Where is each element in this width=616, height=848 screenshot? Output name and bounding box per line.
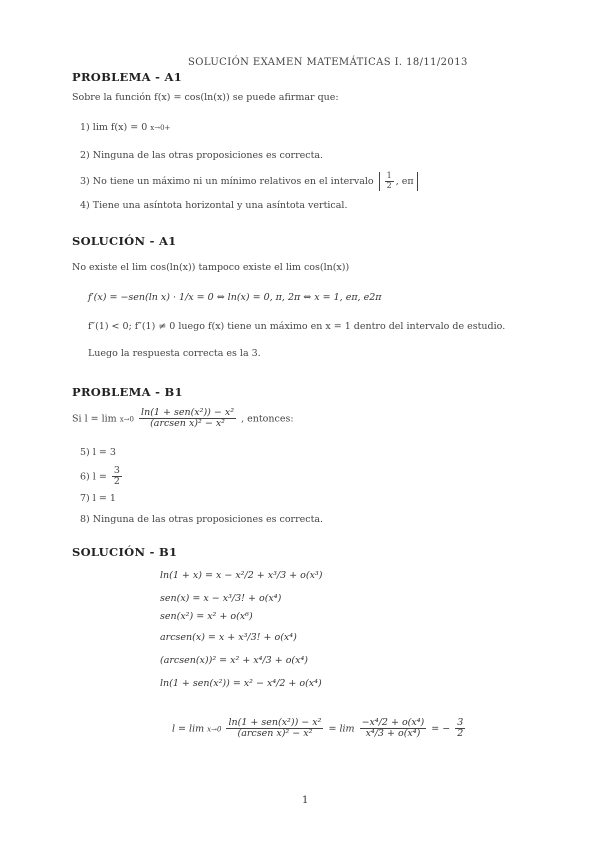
taylor-eq-2: sen(x) = x − x³/3! + o(x⁴)	[160, 593, 282, 604]
problema-a1-intro: Sobre la función f(x) = cos(ln(x)) se puede afirmar que:	[72, 92, 339, 103]
interval: $\frac{1}{2}$ , eπ	[379, 172, 418, 191]
option-8: 8) Ninguna de las otras proposiciones es correcta.	[80, 514, 324, 525]
solucion-a1-line2: f′(x) = −sen(ln x) · 1/x = 0 ⇔ ln(x) = 0, π, 2π ⇔ x = 1, eπ, e2π	[88, 292, 382, 303]
taylor-eq-1: ln(1 + x) = x − x²/2 + x³/3 + o(x³)	[160, 570, 323, 581]
option-1: 1) lim f(x) = 0 x→0+	[80, 122, 171, 133]
document-header: SOLUCIÓN EXAMEN MATEMÁTICAS I. 18/11/2013	[188, 57, 468, 68]
option-2: 2) Ninguna de las otras proposiciones es correcta.	[80, 150, 324, 161]
taylor-eq-4: arcsen(x) = x + x³/3! + o(x⁴)	[160, 632, 297, 643]
taylor-eq-6: ln(1 + sen(x²)) = x² − x⁴/2 + o(x⁴)	[160, 678, 322, 689]
option-4: 4) Tiene una asíntota horizontal y una asíntota vertical.	[80, 200, 348, 211]
solucion-b1-heading: SOLUCIÓN - B1	[72, 545, 178, 559]
option-6: 6) l = $\frac{3}{2}$	[80, 465, 120, 488]
problema-a1-heading: PROBLEMA - A1	[72, 70, 183, 84]
taylor-eq-3: sen(x²) = x² + o(x⁶)	[160, 611, 253, 622]
solucion-a1-line1: No existe el lim cos(ln(x)) tampoco existe el lim cos(ln(x))	[72, 262, 350, 273]
option-5: 5) l = 3	[80, 447, 116, 458]
final-limit-equation: l = lim x→0 $\frac{\text{ln(1 + sen(x²)) − x²}}{\text{(arcsen x)² − x²}}$ = lim $\frac{\text{−x⁴/2 + o(x⁴)}}{\text{x⁴/3 + o(x⁴)}}$ = − $\frac{3}{2}$	[172, 717, 464, 740]
solucion-a1-heading: SOLUCIÓN - A1	[72, 234, 177, 248]
solucion-a1-line4: Luego la respuesta correcta es la 3.	[88, 348, 261, 359]
problema-b1-heading: PROBLEMA - B1	[72, 385, 183, 399]
solucion-a1-line3: f″(1) < 0; f″(1) ≠ 0 luego f(x) tiene un máximo en x = 1 dentro del intervalo de estudio.	[88, 321, 506, 332]
problema-b1-intro: Si l = lim x→0 $\frac{\text{ln(1 + sen(x²)) − x²}}{\text{(arcsen x)² − x²}}$ , entonces:	[72, 407, 294, 430]
page-number: 1	[302, 795, 309, 806]
option-3: 3) No tiene un máximo ni un mínimo relativos en el intervalo $\frac{1}{2}$ , eπ	[80, 172, 418, 191]
option-7: 7) l = 1	[80, 493, 116, 504]
taylor-eq-5: (arcsen(x))² = x² + x⁴/3 + o(x⁴)	[160, 655, 309, 666]
